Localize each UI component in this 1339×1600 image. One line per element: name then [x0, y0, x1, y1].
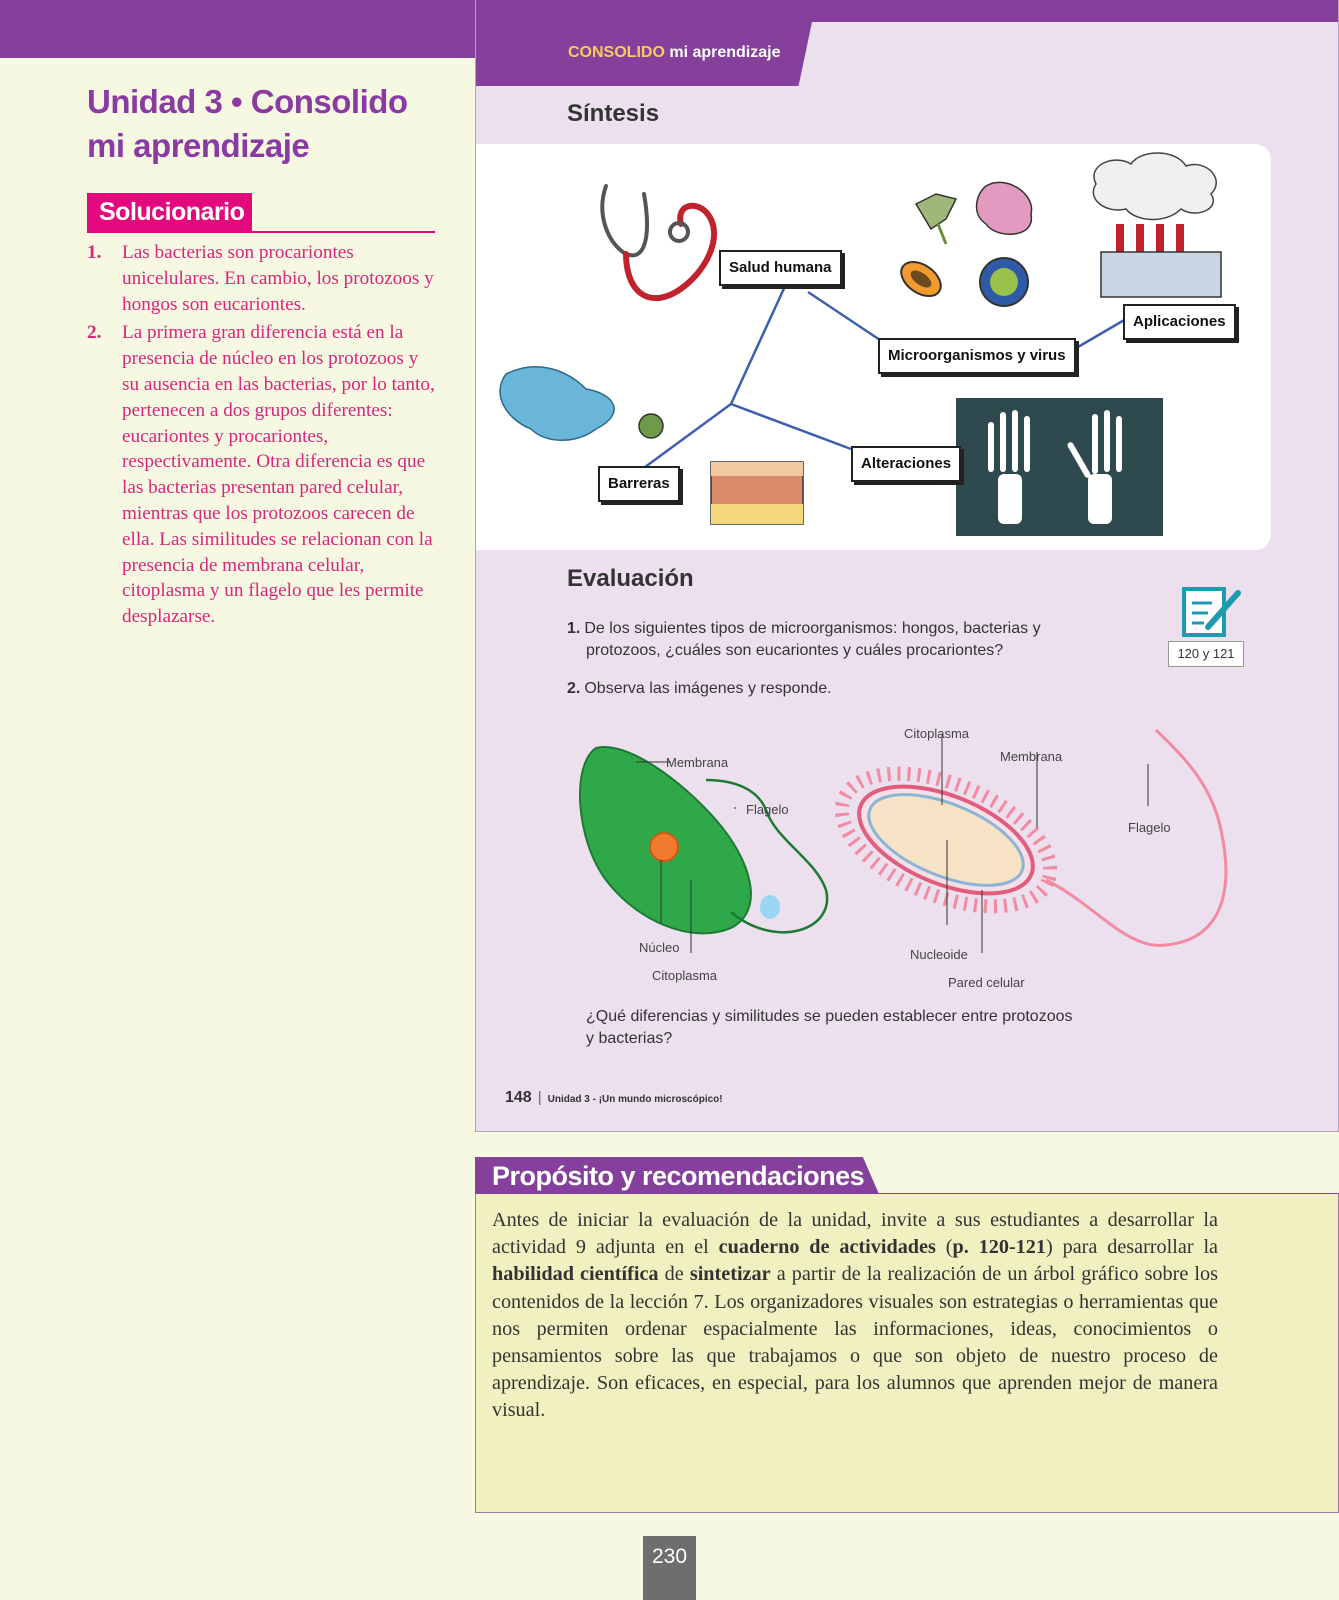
proposito-text: Antes de iniciar la evaluación de la unidad, invite a sus estudiantes a desarrollar la actividad 9 adjunta en el cuaderno de actividades (p. 120-121) para desarrollar la habilidad científica de sintetizar a partir de la realización de un árbol gráfico sobre los contenidos de la lección 7. Los organizadores visuales son estrategias o herramientas que nos permiten ordenar espacialmente las informaciones, ideas, conocimientos o pensamientos sobre las que trabajamos o que son objeto de nuestro proceso de aprendizaje. Son eficaces, en especial, para los alumnos que aprenden mejor de manera visual.	[492, 1209, 1219, 1422]
node-alteraciones: Alteraciones	[851, 446, 961, 482]
label-citoplasma-protozoo: Citoplasma	[652, 968, 718, 983]
protozoo-illustration	[580, 747, 827, 953]
cell-diagrams	[476, 720, 1339, 990]
tab-highlight: CONSOLIDO	[568, 44, 665, 61]
unit-title-line-1: Unidad 3 • Consolido	[87, 83, 408, 120]
skin-layers-icon	[711, 462, 803, 524]
label-nucleo: Núcleo	[639, 940, 680, 955]
immune-cell-icon	[500, 367, 663, 440]
solucionario-label: Solucionario	[87, 193, 252, 232]
sintesis-heading: Síntesis	[567, 100, 660, 127]
answer-text: La primera gran diferencia está en la presencia de núcleo en los protozoos y su ausencia en las bacterias, por lo tanto, pertenecen a dos grupos diferentes: eucariontes y procariontes, respectivamente. Otra diferencia es que las bacterias presentan pared celular, mientras que los protozoos carecen de ella. Las similitudes se relacionan con la presencia de membrana celular, citoplasma y un flagelo que les permite desplazarse.	[122, 322, 435, 628]
concept-map-illustration	[476, 144, 1271, 550]
answer-number: 2.	[87, 322, 102, 344]
question-number: 2.	[567, 680, 581, 697]
left-header-bar	[0, 0, 475, 58]
tab-rest: mi aprendizaje	[669, 44, 781, 61]
xray-hands-icon	[956, 398, 1163, 536]
concept-map	[476, 144, 1271, 550]
label-membrana-protozoo: Membrana	[666, 755, 729, 770]
question-2	[567, 678, 832, 700]
label-pared-celular: Pared celular	[948, 975, 1025, 990]
unit-title	[87, 80, 467, 168]
answer-item	[87, 240, 437, 317]
solucionario-header	[87, 193, 435, 233]
answer-item	[87, 320, 437, 630]
activity-reference	[1168, 585, 1244, 667]
final-question	[586, 1006, 1072, 1050]
stethoscope-icon	[602, 186, 714, 298]
label-nucleoide: Nucleoide	[910, 947, 968, 962]
section-tab-label	[568, 44, 781, 62]
node-salud-humana: Salud humana	[719, 250, 842, 286]
label-membrana-bacteria: Membrana	[1000, 749, 1063, 764]
book-footer	[505, 1089, 723, 1107]
microorganisms-icon	[895, 182, 1032, 306]
node-barreras: Barreras	[598, 466, 680, 502]
footer-separator: |	[537, 1089, 542, 1106]
page-number: 230	[643, 1536, 696, 1600]
label-citoplasma-bacteria: Citoplasma	[904, 726, 970, 741]
answer-text: Las bacterias son procariontes unicelulares. En cambio, los protozoos y hongos son eucariontes.	[122, 242, 434, 315]
final-question-line-1: ¿Qué diferencias y similitudes se pueden establecer entre protozoos	[586, 1008, 1073, 1025]
label-flagelo-bacteria: Flagelo	[1128, 820, 1171, 835]
factory-icon	[1093, 153, 1221, 297]
question-number: 1.	[567, 620, 581, 637]
book-page-number: 148	[505, 1089, 532, 1106]
proposito-title: Propósito y recomendaciones	[492, 1161, 865, 1191]
answers-list	[87, 240, 437, 633]
question-text: De los siguientes tipos de microorganismos: hongos, bacterias y	[584, 620, 1041, 637]
question-1	[567, 618, 1041, 662]
answer-number: 1.	[87, 242, 102, 263]
question-text: protozoos, ¿cuáles son eucariontes y cuáles procariontes?	[586, 642, 1004, 659]
footer-unit-text: Unidad 3 - ¡Un mundo microscópico!	[547, 1094, 723, 1105]
node-aplicaciones: Aplicaciones	[1123, 304, 1236, 340]
notebook-pencil-icon	[1168, 585, 1244, 641]
textbook-page	[475, 0, 1339, 1132]
evaluacion-heading: Evaluación	[567, 565, 694, 592]
question-text: Observa las imágenes y responde.	[584, 680, 832, 697]
label-flagelo-protozoo: Flagelo	[746, 802, 789, 817]
book-top-bar	[476, 0, 1338, 22]
final-question-line-2: y bacterias?	[586, 1030, 673, 1047]
node-microorganismos: Microorganismos y virus	[878, 338, 1076, 374]
unit-title-line-2: mi aprendizaje	[87, 127, 310, 164]
reference-pages: 120 y 121	[1168, 641, 1244, 667]
